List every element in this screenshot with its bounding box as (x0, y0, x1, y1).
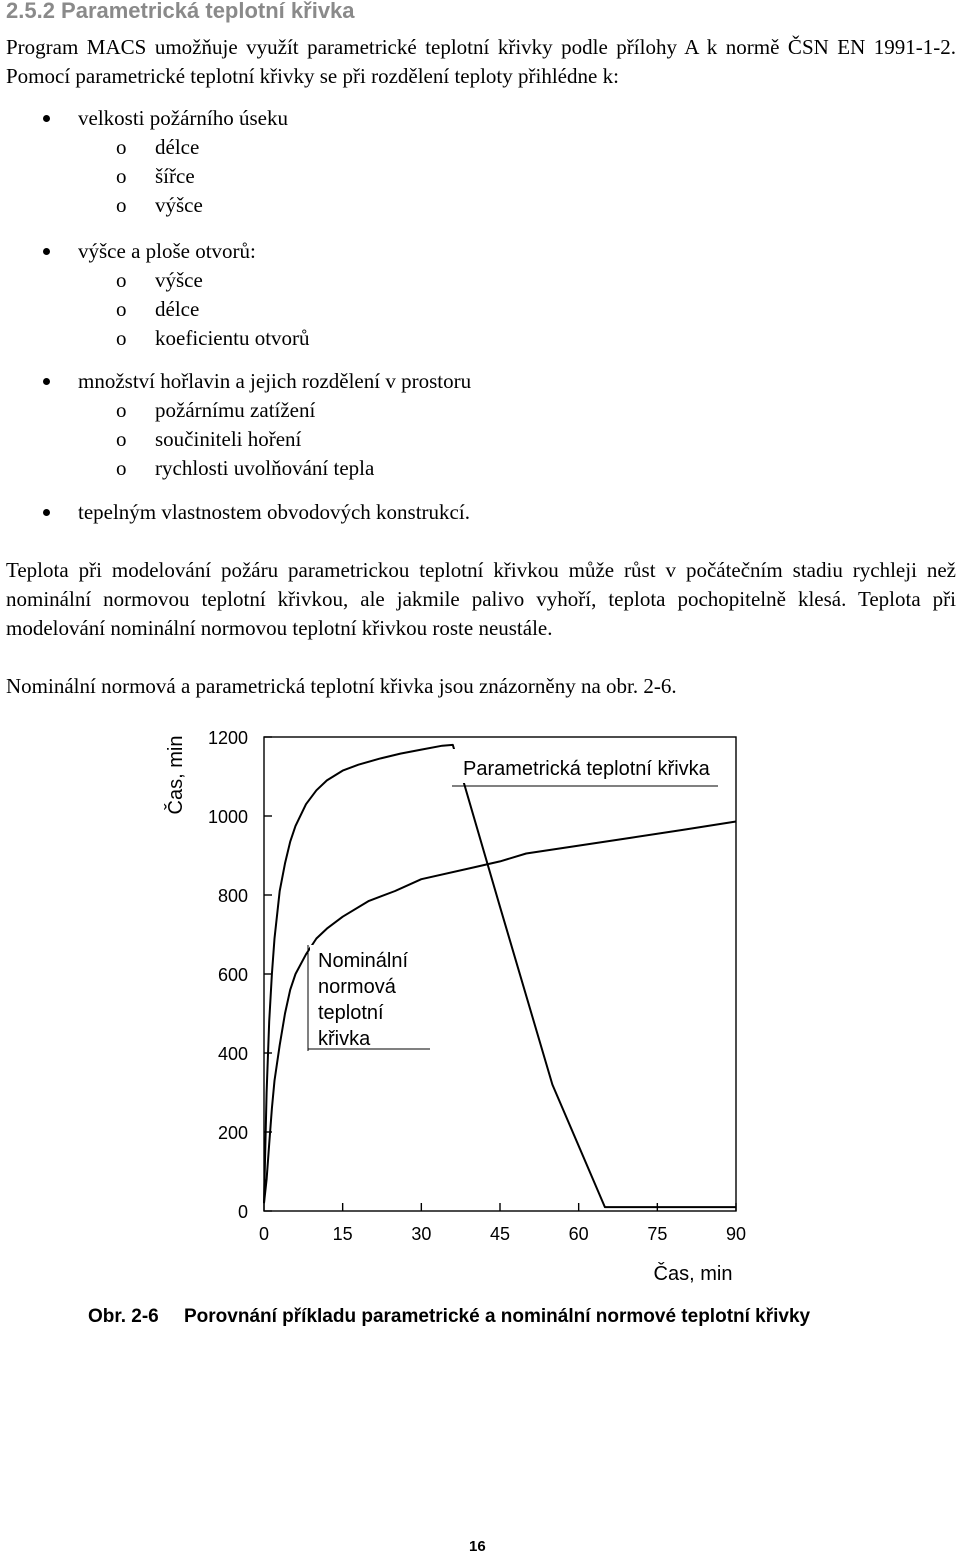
x-tick-label: 15 (332, 1224, 353, 1244)
x-tick-label: 45 (489, 1224, 511, 1244)
caption-text: Porovnání příkladu parametrické a nominální normové teplotní křivky (184, 1306, 811, 1327)
body-paragraph: Teplota při modelování požáru parametrickou teplotní křivkou může růst v počátečním stadiu rychleji než nominální normovou teplotní křivkou, ale jakmile palivo vyhoří, teplota pochopitelně klesá. Teplota při modelování nominální normovou teplotní křivkou roste neustále. (6, 558, 956, 640)
y-tick-label: 1200 (207, 728, 248, 748)
page-number: 16 (469, 1538, 486, 1555)
y-axis-label: Čas, min (165, 735, 187, 815)
annotation-line: normová (318, 976, 396, 998)
intro-paragraph: Program MACS umožňuje využít parametrické teplotní křivky podle přílohy A k normě ČSN EN 1991-1-2. Pomocí parametrické teplotní křivky se při rozdělení teploty přihlédne k: (6, 35, 956, 88)
y-tick-label: 400 (217, 1044, 248, 1064)
y-tick-label: 1000 (207, 807, 248, 827)
section-heading: 2.5.2 Parametrická teplotní křivka (6, 0, 355, 23)
sub-list-item: o výšce (155, 191, 203, 220)
figure-caption (88, 1306, 810, 1328)
x-tick-label: 90 (725, 1224, 747, 1244)
sub-list-item: o výšce (155, 266, 203, 295)
sub-list-item: o požárnímu zatížení (155, 396, 315, 425)
x-tick-label: 75 (647, 1224, 668, 1244)
annotation-line: teplotní (318, 1002, 384, 1024)
list-item: tepelným vlastnostem obvodových konstrukcí. (78, 498, 470, 527)
sub-list-item: o rychlosti uvolňování tepla (155, 454, 374, 483)
list-item: velkosti požárního úseku (78, 104, 288, 133)
x-tick-label: 60 (568, 1224, 589, 1244)
parametric-curve-label: Parametrická teplotní křivka (463, 758, 710, 780)
y-axis-ticks (208, 728, 272, 1222)
x-tick-label: 0 (258, 1224, 270, 1244)
sub-list-item: o délce (155, 295, 199, 324)
caption-number: Obr. 2-6 (88, 1306, 159, 1327)
reference-paragraph: Nominální normová a parametrická teplotní křivka jsou znázorněny na obr. 2-6. (6, 674, 677, 698)
annotation-line: křivka (318, 1028, 371, 1050)
y-tick-label: 200 (217, 1123, 248, 1143)
y-tick-label: 600 (217, 965, 248, 985)
x-axis-label: Čas, min (653, 1263, 733, 1285)
y-tick-label: 800 (217, 886, 248, 906)
sub-list-item: o šířce (155, 162, 195, 191)
list-item: výšce a ploše otvorů: (78, 237, 256, 266)
sub-list-item: o koeficientu otvorů (155, 324, 310, 353)
sub-list-item: o součiniteli hoření (155, 425, 301, 454)
x-tick-label: 30 (411, 1224, 432, 1244)
x-axis-ticks (259, 1203, 746, 1244)
sub-list-item: o délce (155, 133, 199, 162)
list-item: množství hořlavin a jejich rozdělení v prostoru (78, 367, 471, 396)
annotation-line: Nominální (318, 950, 409, 972)
temperature-chart (0, 715, 960, 1305)
y-tick-label: 0 (237, 1202, 248, 1222)
